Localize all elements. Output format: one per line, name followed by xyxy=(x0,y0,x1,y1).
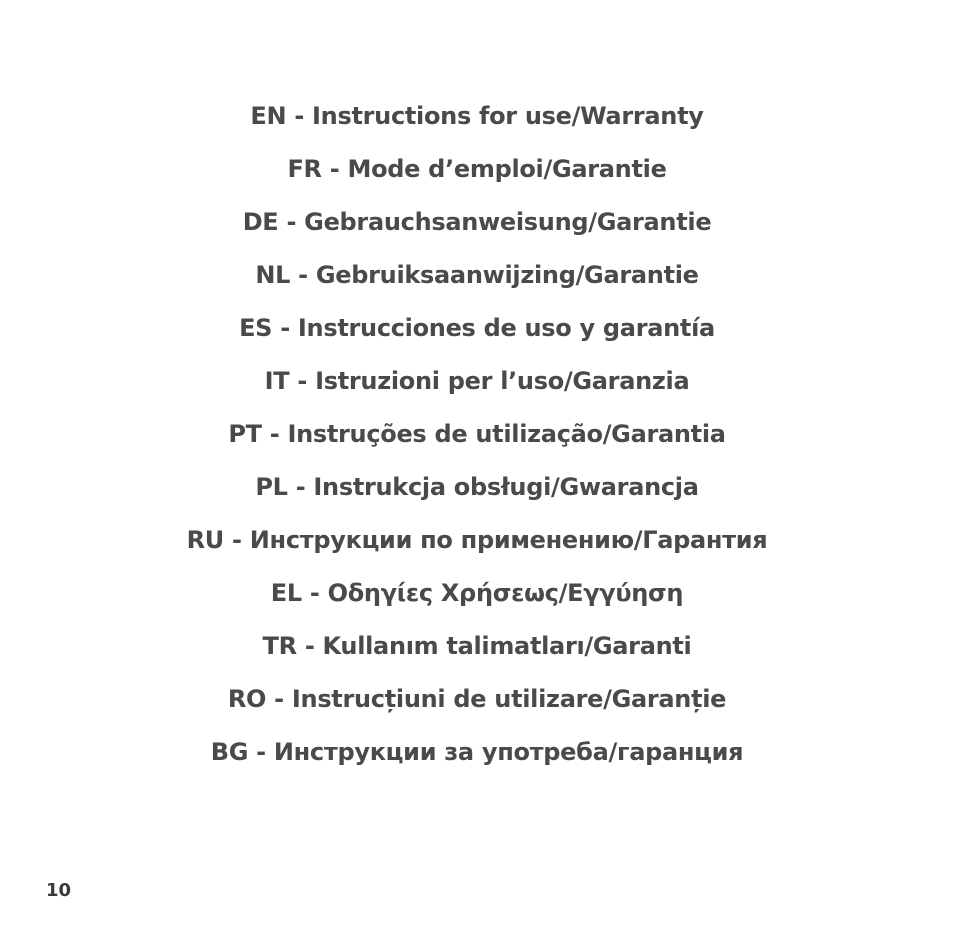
language-line-el: EL - Οδηγίες Χρήσεως/Εγγύηση xyxy=(270,579,684,607)
language-line-bg: BG - Инструкции за употреба/гаранция xyxy=(210,738,744,766)
language-line-nl: NL - Gebruiksaanwijzing/Garantie xyxy=(255,261,699,289)
language-line-es: ES - Instrucciones de uso y garantía xyxy=(239,314,715,342)
language-line-en: EN - Instructions for use/Warranty xyxy=(250,102,704,130)
language-line-fr: FR - Mode d’emploi/Garantie xyxy=(287,155,667,183)
language-line-tr: TR - Kullanım talimatları/Garanti xyxy=(262,632,692,660)
language-line-ru: RU - Инструкции по применению/Гарантия xyxy=(186,526,768,554)
language-line-ro: RO - Instrucțiuni de utilizare/Garanție xyxy=(227,685,727,713)
page-number: 10 xyxy=(46,880,72,901)
language-line-de: DE - Gebrauchsanweisung/Garantie xyxy=(242,208,712,236)
language-line-pt: PT - Instruções de utilização/Garantia xyxy=(228,420,726,448)
language-line-it: IT - Istruzioni per l’uso/Garanzia xyxy=(264,367,690,395)
language-line-pl: PL - Instrukcja obsługi/Gwarancja xyxy=(255,473,699,501)
language-list xyxy=(0,98,954,787)
